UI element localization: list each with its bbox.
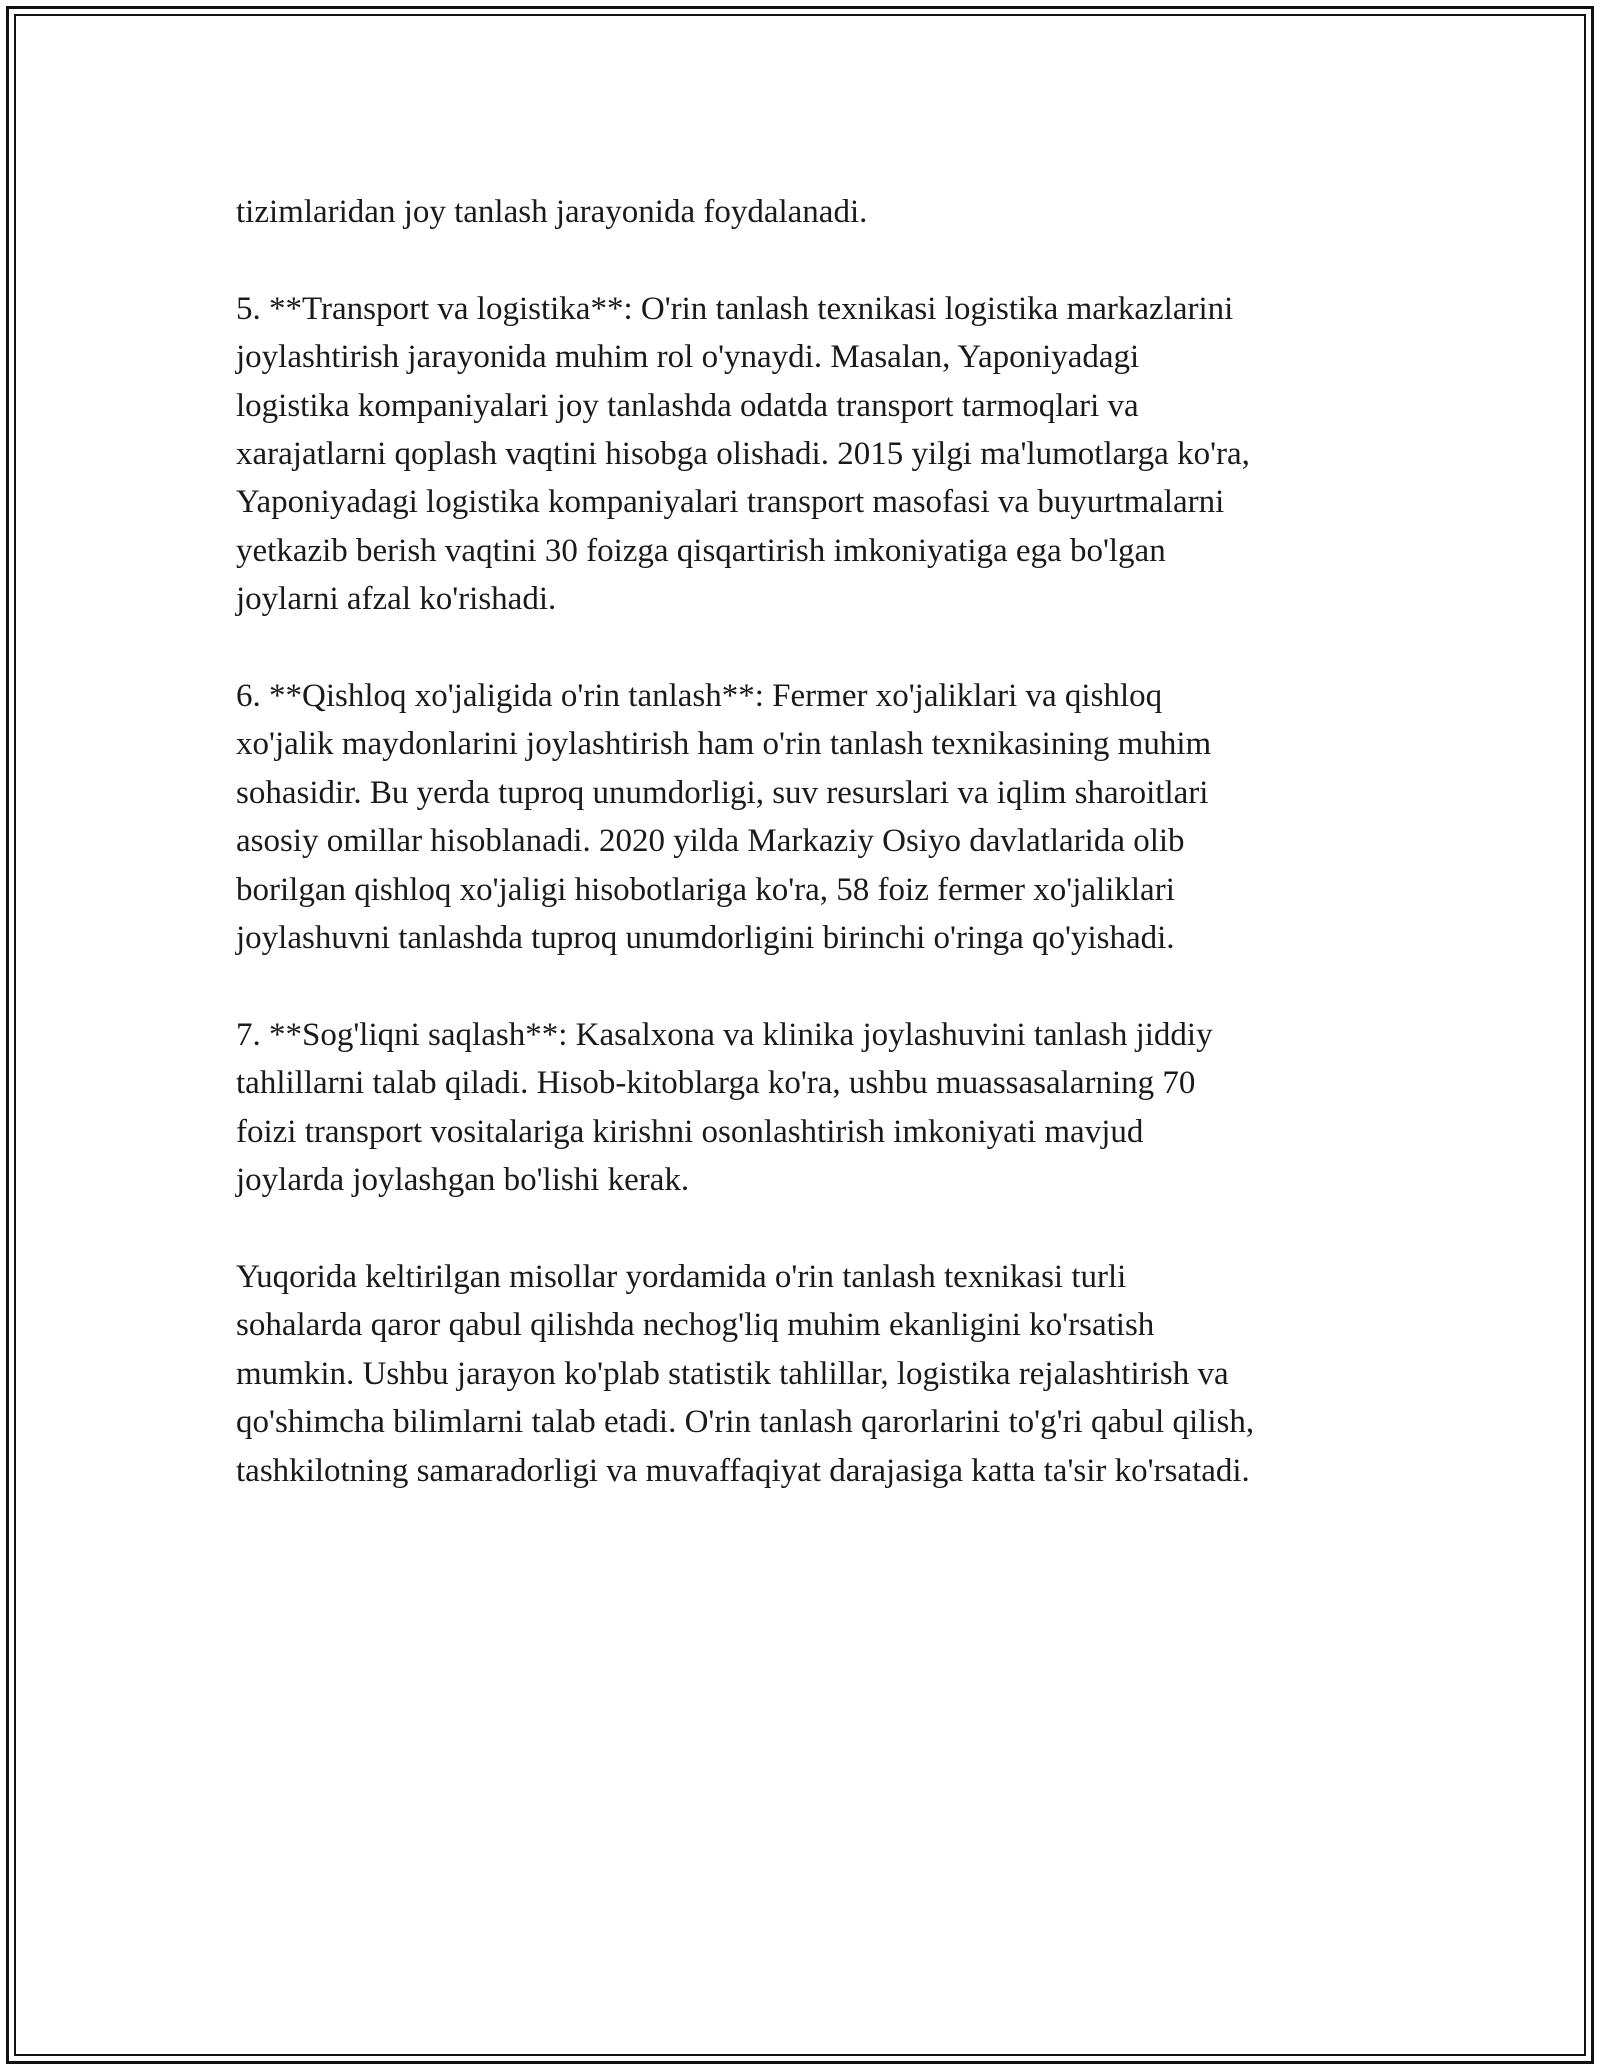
paragraph-conclusion: Yuqorida keltirilgan misollar yordamida o'rin tanlash texnikasi turli sohalarda qaror qabul qilishda nechog'liq muhim ekanligini ko'rsatish mumkin. Ushbu jarayon ko'plab statistik tahlillar, logistika rejalashtirish va qo'shimcha bilimlarni talab etadi. O'rin tanlash qarorlarini to'g'ri qabul qilish, tashkilotning samaradorligi va muvaffaqiyat darajasiga katta ta'sir ko'rsatadi. — [236, 1258, 1255, 1489]
paragraph-continuation: tizimlaridan joy tanlash jarayonida foydalanadi. — [236, 194, 868, 230]
paragraph-agriculture: 6. **Qishloq xo'jaligida o'rin tanlash**: Fermer xo'jaliklari va qishloq xo'jalik maydonlarini joylashtirish ham o'rin tanlash texnikasining muhim sohasidir. Bu yerda tuproq unumdorligi, suv resurslari va iqlim sharoitlari asosiy omillar hisoblanadi. 2020 yilda Markaziy Osiyo davlatlarida olib borilgan qishloq xo'jaligi hisobotlariga ko'ra, 58 foiz fermer xo'jaliklari joylashuvni tanlashda tuproq unumdorligini birinchi o'ringa qo'yishadi. — [236, 678, 1212, 957]
paragraph-healthcare: 7. **Sog'liqni saqlash**: Kasalxona va klinika joylashuvini tanlash jiddiy tahlillarni talab qiladi. Hisob-kitoblarga ko'ra, ushbu muassasalarning 70 foizi transport vositalariga kirishni osonlashtirish imkoniyati mavjud joylarda joylashgan bo'lishi kerak. — [236, 1016, 1213, 1199]
document-body — [236, 188, 1376, 1543]
paragraph-transport-logistics: 5. **Transport va logistika**: O'rin tanlash texnikasi logistika markazlarini joylashtirish jarayonida muhim rol o'ynaydi. Masalan, Yaponiyadagi logistika kompaniyalari joy tanlashda odatda transport tarmoqlari va xarajatlarni qoplash vaqtini hisobga olishadi. 2015 yilgi ma'lumotlarga ko'ra, Yaponiyadagi logistika kompaniyalari transport masofasi va buyurtmalarni yetkazib berish vaqtini 30 foizga qisqartirish imkoniyatiga ega bo'lgan joylarni afzal ko'rishadi. — [236, 290, 1250, 618]
